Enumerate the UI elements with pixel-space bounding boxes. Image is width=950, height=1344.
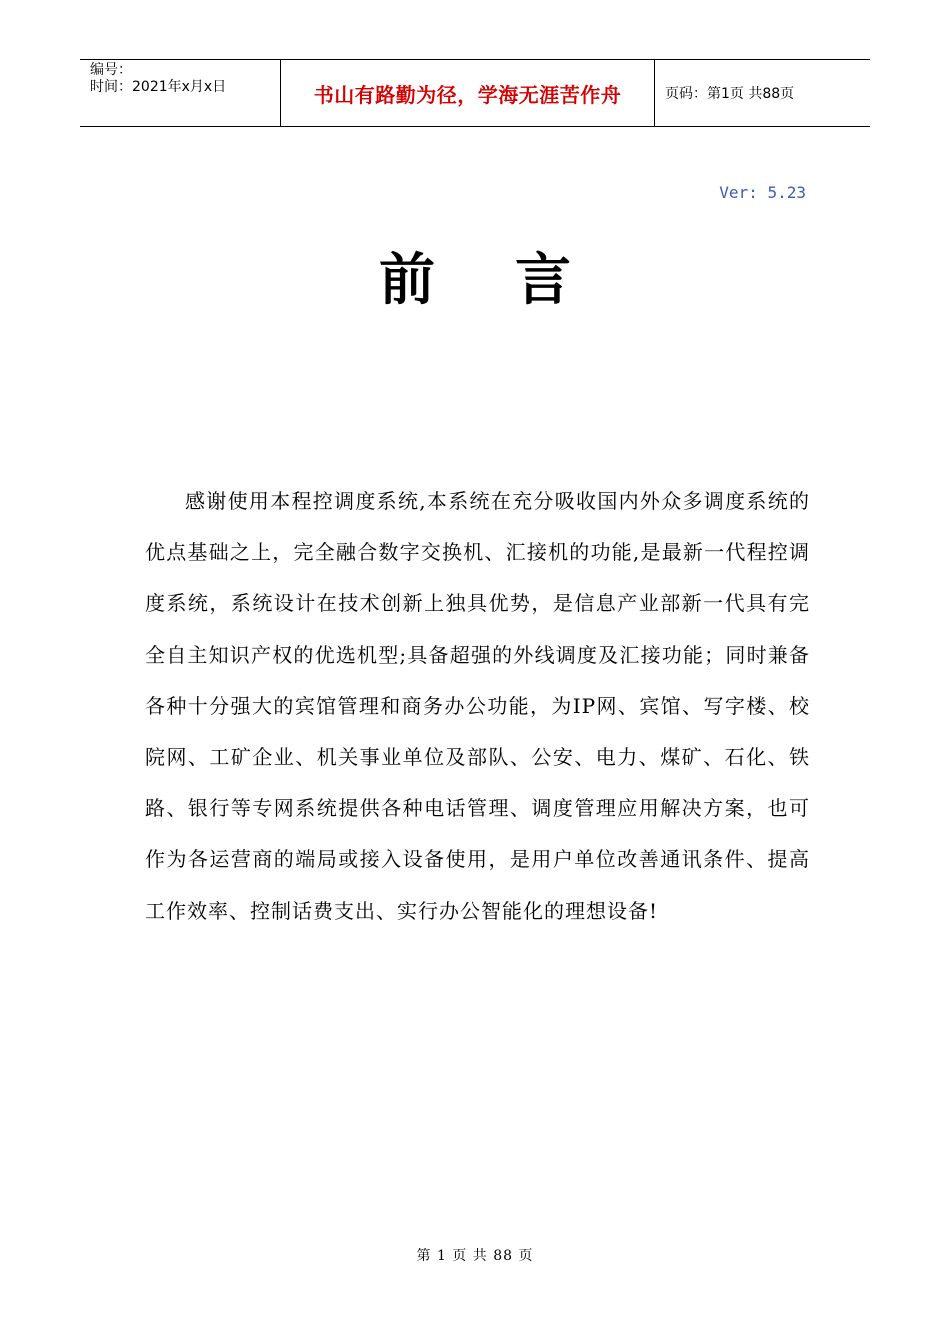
header-meta xyxy=(80,60,281,126)
header-motto: 书山有路勤为径，学海无涯苦作舟 xyxy=(281,60,655,126)
page-title: 前言 xyxy=(379,248,651,313)
document-header xyxy=(80,59,870,127)
document-date-label: 时间：2021年x月x日 xyxy=(90,79,227,95)
document-number-label: 编号： xyxy=(90,62,132,78)
page-footer: 第 1 页 共 88 页 xyxy=(416,1248,534,1264)
preface-paragraph: 感谢使用本程控调度系统,本系统在充分吸收国内外众多调度系统的优点基础之上，完全融合数字交换机、汇接机的功能,是最新一代程控调度系统，系统设计在技术创新上独具优势，是信息产业部新一代具有完全自主知识产权的优选机型;具备超强的外线调度及汇接功能；同时兼备各种十分强大的宾馆管理和商务办公功能，为IP网、宾馆、写字楼、校院网、工矿企业、机关事业单位及部队、公安、电力、煤矿、石化、铁路、银行等专网系统提供各种电话管理、调度管理应用解决方案，也可作为各运营商的端局或接入设备使用，是用户单位改善通讯条件、提高工作效率、控制话费支出、实行办公智能化的理想设备! xyxy=(145,489,810,923)
version-label: Ver: 5.23 xyxy=(719,183,806,202)
header-page-info: 页码：第1页 共88页 xyxy=(665,86,795,102)
